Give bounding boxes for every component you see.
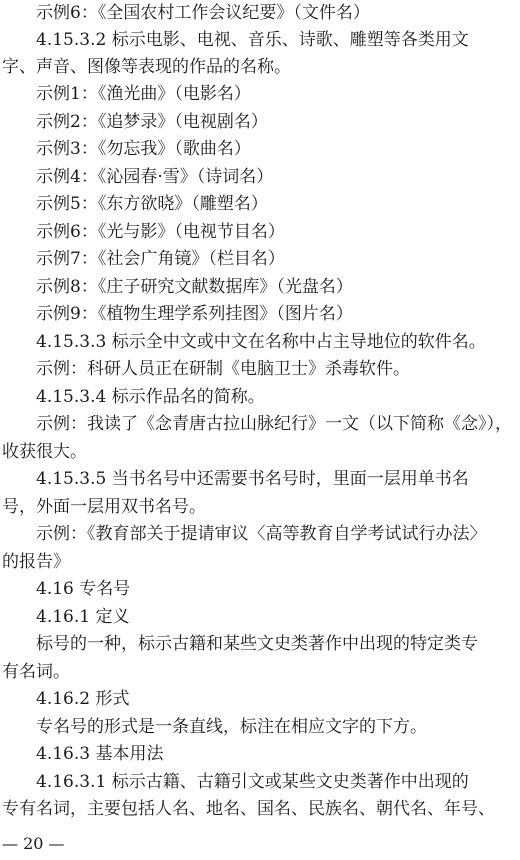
text-line: 专有名词，主要包括人名、地名、国名、民族名、朝代名、年号、: [2, 799, 495, 819]
text-line: 有名词。: [2, 662, 70, 682]
text-line: 示例：《教育部关于提请审议〈高等教育自学考试试行办法〉: [36, 524, 487, 544]
text-line: 4.15.3.4 标示作品名的简称。: [36, 387, 265, 407]
text-line: 示例7：《社会广角镜》（栏目名）: [36, 249, 285, 269]
text-line: 字、声音、图像等表现的作品的名称。: [2, 57, 291, 77]
text-line: 专名号的形式是一条直线，标注在相应文字的下方。: [36, 717, 427, 737]
text-line: 示例5：《东方欲晓》（雕塑名）: [36, 194, 268, 214]
text-line: 示例6：《光与影》（电视节目名）: [36, 222, 285, 242]
text-line: 示例6：《全国农村工作会议纪要》（文件名）: [36, 3, 370, 23]
text-line: 示例8：《庄子研究文献数据库》（光盘名）: [36, 277, 353, 297]
text-line: 4.15.3.3 标示全中文或中文在名称中占主导地位的软件名。: [36, 332, 486, 352]
section-heading: 4.16.1 定义: [36, 607, 130, 627]
text-line: 示例4：《沁园春·雪》（诗词名）: [36, 167, 274, 187]
text-line: 号，外面一层用双书名号。: [2, 497, 206, 517]
section-heading: 4.16.3 基本用法: [36, 744, 164, 764]
text-line: 示例：我读了《念青唐古拉山脉纪行》一文（以下简称《念》），: [36, 414, 512, 434]
text-line: 4.15.3.2 标示电影、电视、音乐、诗歌、雕塑等各类用文: [36, 30, 469, 50]
text-line: 标号的一种，标示古籍和某些文史类著作中出现的特定类专: [36, 634, 478, 654]
page-number: — 20 —: [2, 834, 65, 853]
section-heading: 4.16.2 形式: [36, 689, 130, 709]
text-line: 4.16.3.1 标示古籍、古籍引文或某些文史类著作中出现的: [36, 772, 469, 792]
section-heading: 4.16 专名号: [36, 579, 131, 599]
text-line: 收获很大。: [2, 442, 87, 462]
text-line: 示例3：《勿忘我》（歌曲名）: [36, 139, 251, 159]
text-line: 示例2：《追梦录》（电视剧名）: [36, 112, 268, 132]
text-line: 示例1：《渔光曲》（电影名）: [36, 84, 251, 104]
text-line: 4.15.3.5 当书名号中还需要书名号时，里面一层用单书名: [36, 469, 469, 489]
text-line: 示例9：《植物生理学系列挂图》（图片名）: [36, 304, 353, 324]
text-line: 示例：科研人员正在研制《电脑卫士》杀毒软件。: [36, 359, 410, 379]
text-line: 的报告》: [2, 552, 70, 572]
